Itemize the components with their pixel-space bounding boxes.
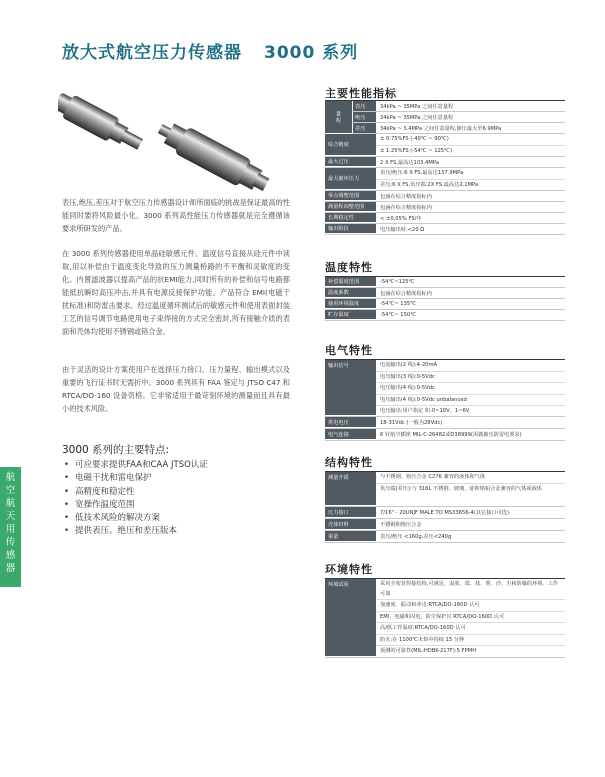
table-row: 温度系数 包涵在综合精度指标内 xyxy=(325,288,565,299)
table-row: 差压 34kPa ~ 3.4MPa 之间任意量程,静压最大至6.9MPa xyxy=(352,123,565,134)
table-row: 零点调整范围 包涵在综合精度指标内 xyxy=(325,191,565,202)
table-row: 壳体材料 不锈钢和铬压合金 xyxy=(325,519,565,531)
range-group xyxy=(325,101,565,134)
sensor-right xyxy=(153,115,273,192)
table-row: 供电电压 18-31Vdc (一般为28Vdc) xyxy=(325,417,565,429)
product-name: 放大式航空压力传感器 xyxy=(62,43,242,63)
table-row: 重量 表压/绝压 <160g,差压<240g xyxy=(325,531,565,543)
category-side-tab: 航 空 航 天 用 传 感 器 xyxy=(0,467,21,587)
table-row: 综合精度 ± 0.75%FS (-40℃ ~ 90℃) ± 1.25%FS (-54℃ ~ 125℃) xyxy=(325,134,565,157)
env-title: 环境特性 xyxy=(325,563,373,576)
features-list xyxy=(64,459,208,539)
table-row: 电气连接 6 针航空插座 MIL-C-26482或D38999(需做被压防雷电要求) xyxy=(325,429,565,441)
env-table xyxy=(325,578,565,658)
temp-table xyxy=(325,276,565,321)
sensor-left xyxy=(58,89,146,156)
intro-paragraph-3: 由于灵活的设计方案使用户在选择压力接口、压力量程、输出模式以及重要的飞行证书时无需折中。3000 系列具有 FAA 鉴定与 JTSO C47 和 RTCA/DO-160 设备资格。它非常适用于最苛刻环境的测量而且具有最小的技术风险。 xyxy=(62,365,290,413)
table-row: 补偿温度范围 -54℃~125℃ xyxy=(325,277,565,288)
list-item: • 电磁干扰和雷电保护 xyxy=(64,472,208,485)
page-title xyxy=(62,38,358,63)
table-row: 最大过压 2 X FS,最高达103.4MPa xyxy=(325,157,565,168)
struct-title: 结构特性 xyxy=(325,456,373,469)
elec-title: 电气特性 xyxy=(325,344,373,357)
table-row: 环境试验 采用全密封焊接结构,可满足、湿度、霉、盐、雾、沙、尘和防爆的环境、工作可靠 加速度、振动和冲击:RTCA/DO-160D 认可 EMI、电磁和闪电、防尘保护且 RTCA/DO-160D 认可 高/低工作温度:RTCA/DO-160D 认可 防火:在 1100℃火焰中持续 15 分钟 预测的可靠性(MIL-HDBK-217F):5 FPMH xyxy=(325,579,565,658)
table-row: 输出阻抗 电压输出时:<20 Ω xyxy=(325,224,565,235)
table-row: 贮存温度 -54℃~ 150℃ xyxy=(325,310,565,321)
list-item: • 提供表压、绝压和差压版本 xyxy=(64,525,208,538)
list-item: • 宽操作温度范围 xyxy=(64,499,208,512)
table-row: 测量介质 与不锈钢、铬压合金 C276 兼容的液体和气体 负压端(差压):与 316L 不锈钢、玻璃、硅和铬钼合金兼容的气体或液体 xyxy=(325,472,565,507)
table-row: 满量程调整范围 包涵在综合精度指标内 xyxy=(325,202,565,213)
range-group-label: 量程 xyxy=(325,101,352,134)
table-row: 最大破坏压力 表压/绝压:6 X FS,最高达137.9MPa 差压:6 X FS,负压端:2X FS,最高达2.1MPa xyxy=(325,168,565,191)
table-row: 表压 34kPa ~ 35MPa 之间任意量程 xyxy=(352,101,565,112)
list-item: • 可应要求提供FAA和CAA JTSO认证 xyxy=(64,459,208,472)
table-row: 压力接口 7/16" - 20UNJF MALE TO MS33656-4(其它接口可选) xyxy=(325,507,565,519)
struct-table xyxy=(325,471,565,543)
specs-table xyxy=(325,100,565,235)
features-title: 3000 系列的主要特点: xyxy=(62,444,170,456)
table-row: 长期稳定性 < ±0.05% FS/年 xyxy=(325,213,565,224)
temp-title: 温度特性 xyxy=(325,261,373,274)
specs-title: 主要性能指标 xyxy=(325,87,397,100)
table-row: 使用环境温度 -54℃~ 135℃ xyxy=(325,299,565,310)
intro-paragraph-2: 在 3000 系列传感器使用单晶硅敏感元件。温度信号直接从硅元件中读取,用以补偿由于温度变化导致的压力测量桥路的不平衡和灵敏度的变化。内置滤波器以提高产品的抗EMI能力,同时所有的补偿和信号电路都能抵抗瞬时高压冲击,并具有电源反接保护功能。产品符合 EMI(电磁干扰标准)和防雷击要求。经过温度循环测试后的敏感元件和使用表面封装工艺的信号调节电路使用电子束焊接的方式完全密封,所有接触介质的表面和壳体均使用不锈钢或铬合金。 xyxy=(62,249,290,336)
table-row: 输出信号 电流输出(2 线):4-20mA 电压输出(3 线):0-5Vdc 电压输出(4 线):0-5Vdc 电压输出(4 线):0-5Vdc unbalanced 电压输出:用户指定 如:0~10V、1~6V xyxy=(325,360,565,417)
product-photo xyxy=(58,70,300,192)
elec-table xyxy=(325,359,565,441)
table-row: 绝压 34kPa ~ 35MPa 之间任意量程 xyxy=(352,112,565,123)
list-item: • 低技术风险的解决方案 xyxy=(64,512,208,525)
series-name: 3000 系列 xyxy=(264,43,359,63)
list-item: • 高精度和稳定性 xyxy=(64,486,208,499)
intro-paragraph-1: 表压,绝压,差压对于航空压力传感器设计师所面临的挑战是保证最高的性能同时要将风险最小化。3000 系列高性能压力传感器就是完全遵循该要求所研发的产品。 xyxy=(62,198,290,233)
